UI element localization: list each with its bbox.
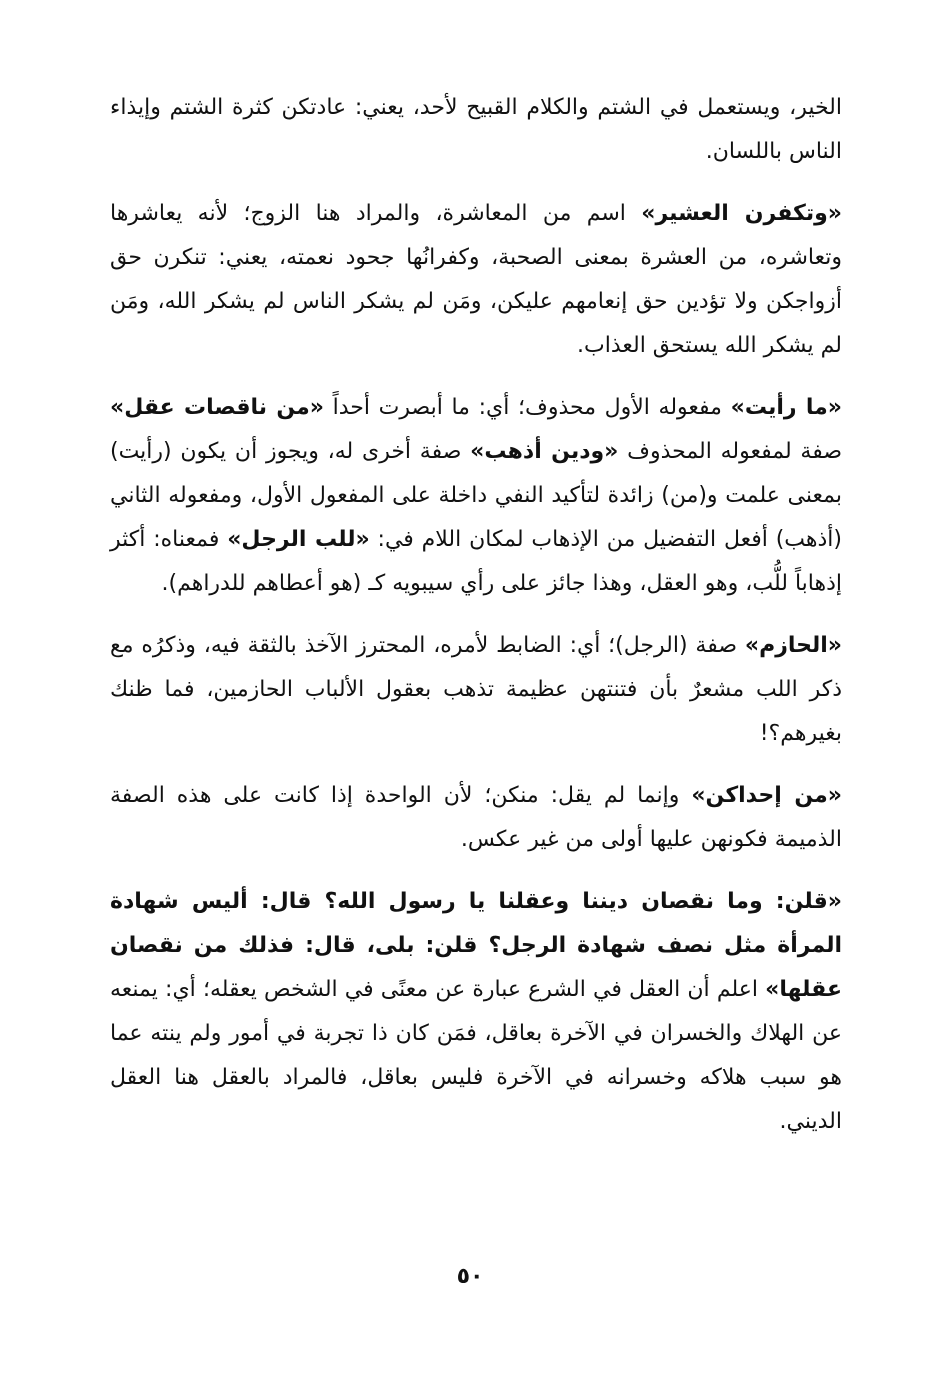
bold-term: «من إحداكن» (691, 783, 842, 808)
bold-term: «الحازم» (744, 633, 842, 658)
bold-term: «قلن: وما نقصان ديننا وعقلنا يا رسول الله؟ قال: أليس شهادة المرأة مثل نصف شهادة الرجل؟ قلن: بلى، قال: فذلك من نقصان عقلها» (110, 889, 842, 1002)
text-segment: اعلم أن العقل في الشرع عبارة عن معنًى في الشخص يعقله؛ أي: يمنعه عن الهلاك والخسران في الآخرة بعاقل، فمَن كان ذا تجربة في أمور ولم ينته عما هو سبب هلاكه وخسرانه في الآخرة فليس بعاقل، فالمراد بالعقل هنا العقل الديني. (110, 977, 842, 1134)
paragraph (110, 386, 842, 606)
bold-term: «ما رأيت» (730, 395, 842, 420)
text-segment: وإنما لم يقل: منكن؛ لأن الواحدة إذا كانت على هذه الصفة الذميمة فكونهن عليها أولى من غير عكس. (110, 783, 842, 852)
bold-term: «للب الرجل» (227, 527, 370, 552)
bold-term: «وتكفرن العشير» (641, 201, 843, 226)
paragraph (110, 192, 842, 368)
text-segment: مفعوله الأول محذوف؛ أي: ما أبصرت أحداً (323, 395, 731, 420)
paragraph (110, 86, 842, 174)
text-segment: صفة أخرى له، ويجوز أن يكون (رأيت) بمعنى علمت و(من) زائدة لتأكيد النفي داخلة على المفعول الأول، ومفعوله الثاني (أذهب) أفعل التفضيل من الإذهاب لمكان اللام في: (110, 439, 842, 552)
page-number: ٥٠ (456, 1264, 484, 1289)
text-segment: فمعناه: أكثر إذهاباً للُّب، وهو العقل، وهذا جائز على رأي سيبويه كـ (هو أعطاهم للدراهم). (110, 527, 842, 596)
paragraph (110, 774, 842, 862)
bold-term: «من ناقصات عقل» (110, 395, 324, 420)
text-segment: صفة لمفعوله المحذوف (618, 439, 843, 464)
paragraph (110, 880, 842, 1144)
text-segment: الخير، ويستعمل في الشتم والكلام القبيح لأحد، يعني: عادتكن كثرة الشتم وإيذاء الناس باللسان. (110, 95, 842, 164)
text-segment: اسم من المعاشرة، والمراد هنا الزوج؛ لأنه يعاشرها وتعاشره، من العشرة بمعنى الصحبة، وكفرانُها جحود نعمته، يعني: تنكرن حق أزواجكن ولا تؤدين حق إنعامهم عليكن، ومَن لم يشكر الناس لم يشكر الله، ومَن لم يشكر الله يستحق العذاب. (110, 201, 842, 358)
body-text (110, 86, 842, 1162)
paragraph (110, 624, 842, 756)
bold-term: «ودين أذهب» (470, 439, 619, 464)
text-segment: صفة (الرجل)؛ أي: الضابط لأمره، المحترز الآخذ بالثقة فيه، وذكرُه مع ذكر اللب مشعرٌ بأن فتنتهن عظيمة تذهب بعقول الألباب الحازمين، فما ظنك بغيرهم؟! (110, 633, 842, 746)
